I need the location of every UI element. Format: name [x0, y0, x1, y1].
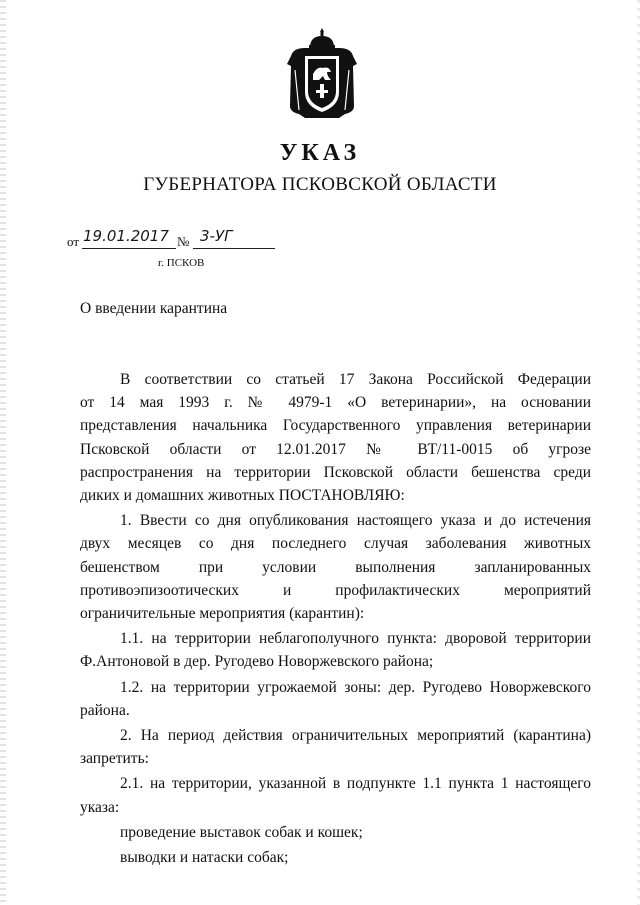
- clause-1-2-line: района.: [80, 701, 130, 719]
- clause-1-line: ограничительные мероприятия (карантин):: [80, 605, 365, 623]
- coat-of-arms-icon: [283, 26, 361, 122]
- ban-item: проведение выставок собак и кошек;: [120, 823, 363, 841]
- city-line: г. ПСКОВ: [158, 257, 205, 269]
- document-title: УКАЗ: [279, 140, 361, 166]
- clause-1-1-line: 1.1. на территории неблагополучного пункта: дворовой территории: [120, 630, 591, 648]
- number-underline: [193, 248, 275, 249]
- document-body: [80, 368, 591, 869]
- clause-2-1-line: 2.1. на территории, указанной в подпункте 1.1 пункта 1 настоящего: [120, 775, 591, 793]
- clause-2-line: запретить:: [80, 750, 149, 768]
- clause-1-line: двух месяцев со дня последнего случая заболевания животных: [80, 535, 591, 553]
- date-prefix: от: [67, 234, 80, 249]
- handwritten-date: 19.01.2017: [83, 227, 169, 245]
- scan-edge-left: [0, 0, 6, 905]
- handwritten-number: 3-УГ: [200, 227, 233, 245]
- clause-2-1-line: указа:: [80, 798, 120, 816]
- date-underline: [82, 248, 176, 249]
- clause-1-line: бешенством при условии выполнения запланированных: [80, 558, 591, 576]
- clause-2-line: 2. На период действия ограничительных мероприятий (карантина): [120, 727, 591, 745]
- number-sign: №: [177, 234, 190, 249]
- document-subject: О введении карантина: [80, 300, 228, 317]
- preamble-line: от 14 мая 1993 г. № 4979-1 «О ветеринарии», на основании: [80, 394, 591, 412]
- clause-1-line: 1. Ввести со дня опубликования настоящего указа и до истечения: [120, 512, 591, 530]
- preamble-line: представления начальника Государственного управления ветеринарии: [80, 417, 591, 435]
- preamble-line: диких и домашних животных ПОСТАНОВЛЯЮ:: [80, 487, 405, 505]
- preamble-line: распространения на территории Псковской области бешенства среди: [80, 463, 591, 481]
- date-number-line: [67, 227, 267, 249]
- document-issuer: ГУБЕРНАТОРА ПСКОВСКОЙ ОБЛАСТИ: [143, 174, 497, 195]
- ban-item: выводки и натаски собак;: [120, 849, 289, 867]
- preamble-line: Псковской области от 12.01.2017 № ВТ/11-0015 об угрозе: [80, 440, 591, 458]
- clause-1-1-line: Ф.Антоновой в дер. Ругодево Новоржевского района;: [80, 653, 434, 671]
- clause-1-line: противоэпизоотических и профилактических мероприятий: [80, 581, 591, 599]
- clause-1-2-line: 1.2. на территории угрожаемой зоны: дер. Ругодево Новоржевского: [120, 678, 591, 696]
- preamble-line: В соответствии со статьей 17 Закона Российской Федерации: [120, 371, 591, 388]
